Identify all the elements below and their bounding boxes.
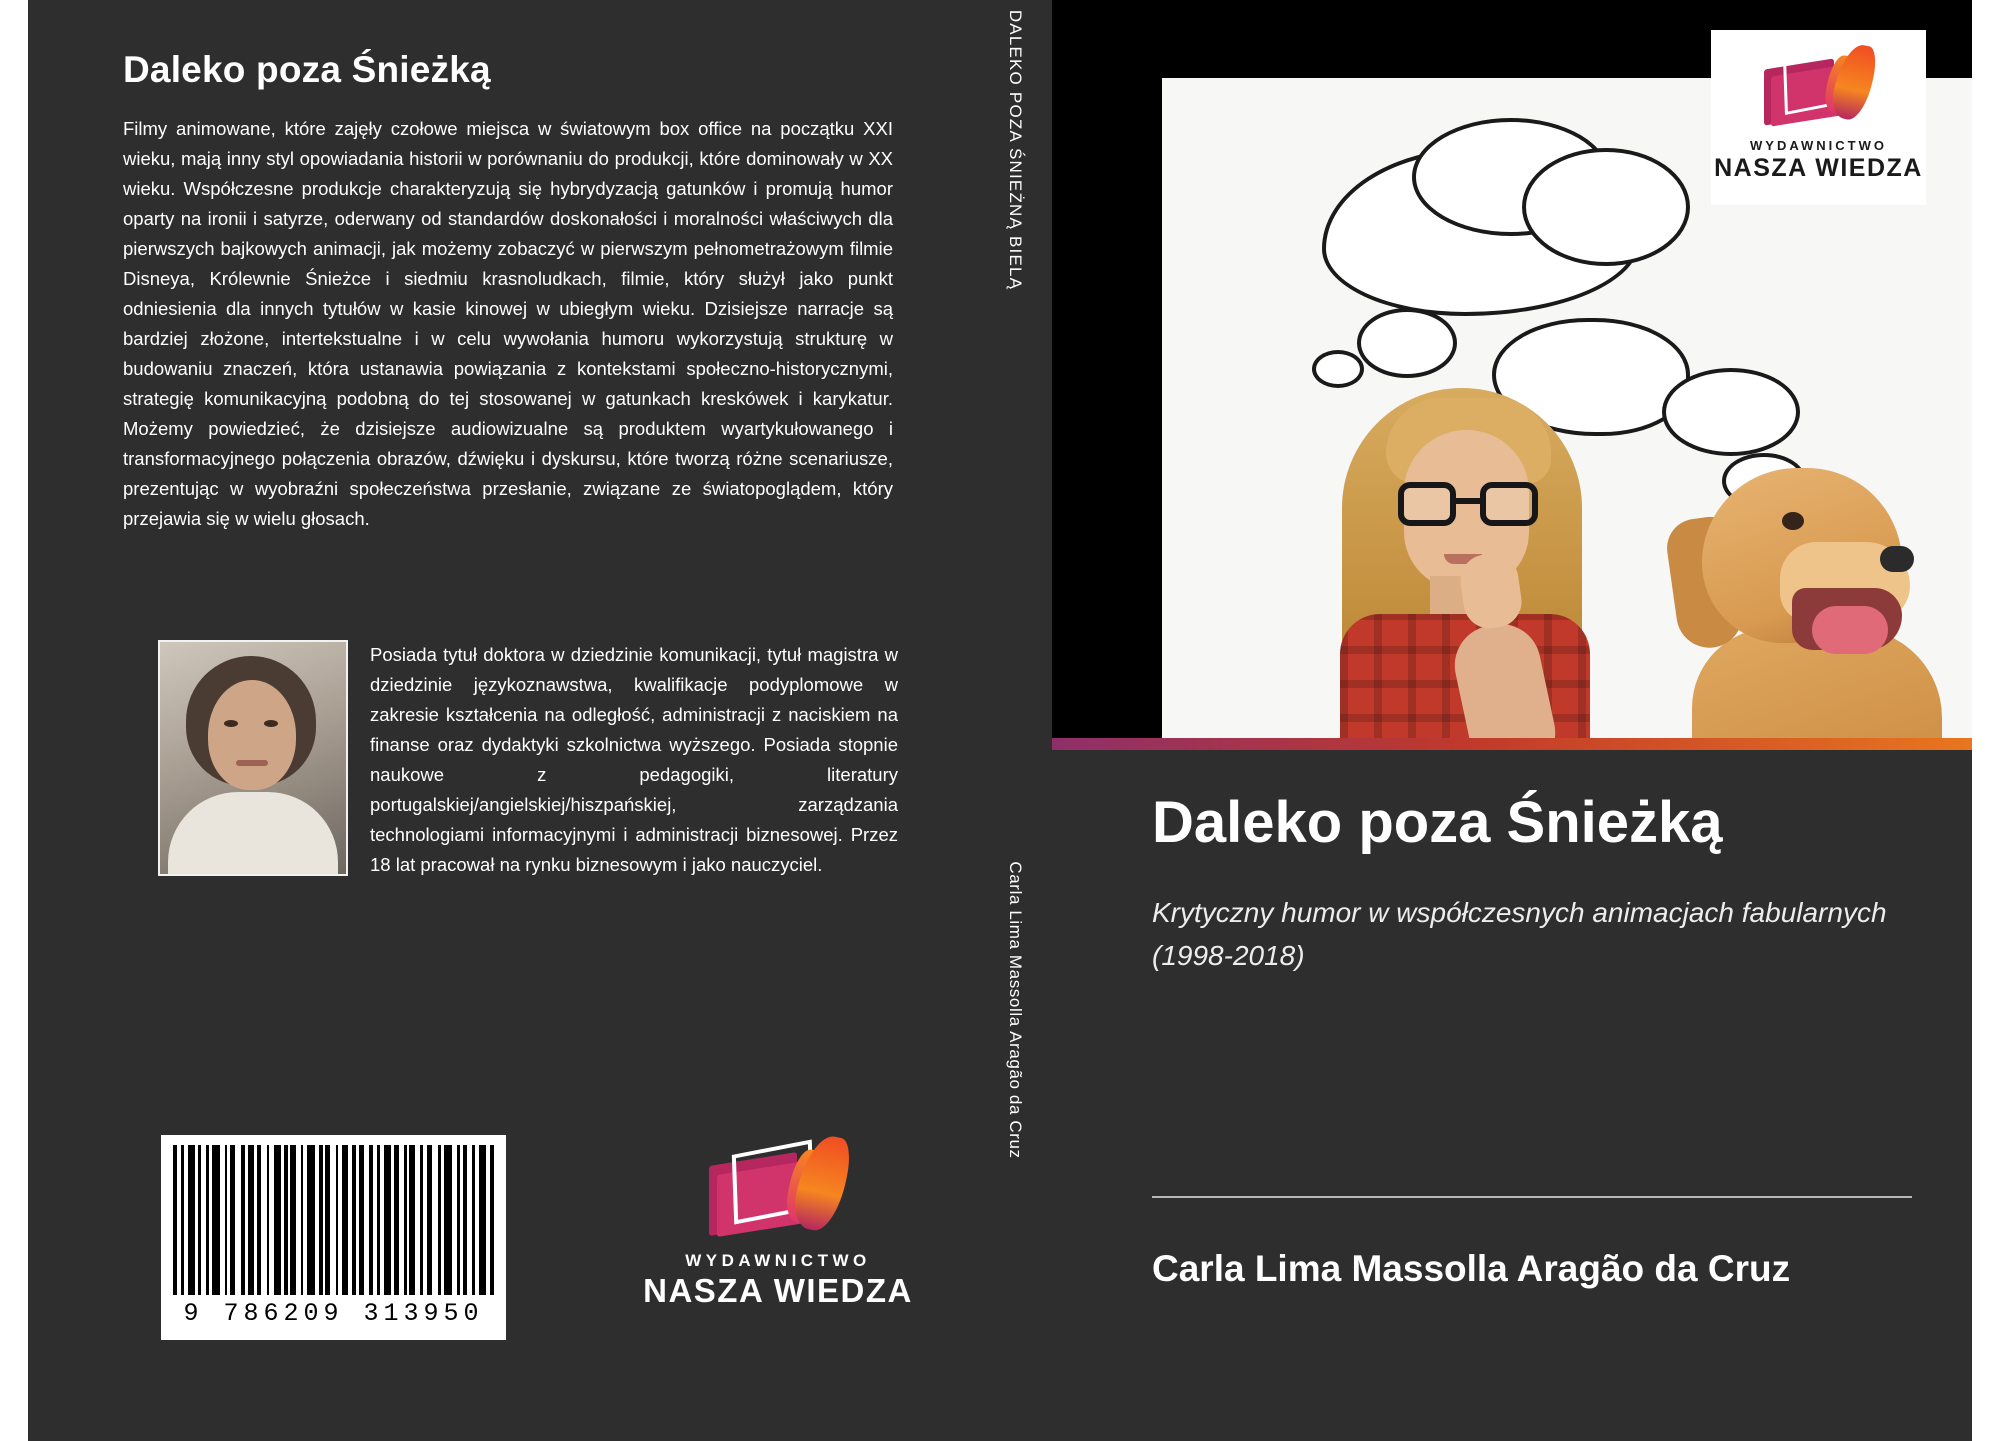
author-bio-text: Posiada tytuł doktora w dziedzinie komunikacji, tytuł magistra w dziedzinie językoznawstwa, kwalifikacje podyplomowe w zakresie kształcenia na odległość, administracji z naciskiem na finanse oraz dydaktyki szkolnictwa wyższego. Posiada stopnie naukowe z pedagogiki, literatury portugalskiej/angielskiej/hiszpańskiej, zarządzania technologiami informacyjnymi i administracji biznesowej. Przez 18 lat pracował na rynku biznesowym i jako nauczyciel. bbox=[370, 644, 898, 875]
front-text-block bbox=[1152, 790, 1912, 977]
spine-author: Carla Lima Massolla Aragão da Cruz bbox=[1006, 861, 1025, 1159]
barcode-bars bbox=[173, 1145, 494, 1295]
back-cover-title: Daleko poza Śnieżką bbox=[123, 49, 491, 90]
front-cover-rule bbox=[1152, 1196, 1912, 1198]
author-bio-block bbox=[158, 640, 898, 880]
accent-divider bbox=[1052, 738, 1972, 750]
back-cover-text-block bbox=[123, 48, 893, 534]
thought-bubble-large-right-icon bbox=[1522, 148, 1690, 266]
dog-illustration bbox=[1662, 438, 1962, 738]
back-cover bbox=[28, 0, 978, 1441]
publisher-line2: NASZA WIEDZA bbox=[643, 1272, 913, 1309]
publisher-flame-book-icon bbox=[1760, 44, 1878, 130]
cover-photo bbox=[1052, 0, 1972, 738]
publisher-flame-book-icon bbox=[703, 1135, 853, 1243]
publisher-line1: WYDAWNICTWO bbox=[1750, 138, 1887, 153]
book-spine bbox=[978, 0, 1052, 1441]
barcode-number: 9 786209 313950 bbox=[183, 1299, 484, 1328]
publisher-logo-front bbox=[1711, 30, 1926, 205]
front-cover-subtitle: Krytyczny humor w współczesnych animacjach fabularnych (1998-2018) bbox=[1152, 896, 1887, 972]
woman-illustration bbox=[1312, 378, 1642, 738]
spine-title: DALEKO POZA ŚNIEŻNĄ BIELĄ bbox=[1006, 9, 1025, 291]
barcode bbox=[161, 1135, 506, 1340]
publisher-logo-back bbox=[638, 1135, 918, 1310]
back-cover-blurb: Filmy animowane, które zajęły czołowe miejsca w światowym box office na początku XXI wieku, mają inny styl opowiadania historii w porównaniu do produkcji, które dominowały w XX wieku. Współczesne produkcje charakteryzują się hybrydyzacją gatunków i promują humor oparty na ironii i satyrze, oderwany od standardów doskonałości i moralności właściwych dla pierwszych bajkowych animacji, jak możemy zobaczyć w pierwszym pełnometrażowym filmie Disneya, Królewnie Śnieżce i siedmiu krasnoludkach, filmie, który służył jako punkt odniesienia dla innych tytułów w kasie kinowej w ubiegłym wieku. Dzisiejsze narracje są bardziej złożone, intertekstualne i w celu wywołania humoru wykorzystują strukturę w budowaniu znaczeń, która ustanawia powiązania z kontekstami społeczno-historycznymi, strategię komunikacyjną podobną do tej stosowanej w gatunkach kreskówek i karykatur. Możemy powiedzieć, że dzisiejsze audiowizualne są produktem wyartykułowanego i transformacyjnego połączenia obrazów, dźwięku i dyskursu, które tworzą różne scenariusze, prezentując w wyobraźni społeczeństwa przesłanie, związane ze światopoglądem, który przejawia się w wielu głosach. bbox=[123, 118, 893, 529]
author-portrait-photo bbox=[158, 640, 348, 876]
front-cover bbox=[1052, 0, 1972, 1441]
front-cover-author: Carla Lima Massolla Aragão da Cruz bbox=[1152, 1248, 1791, 1289]
publisher-line1: WYDAWNICTWO bbox=[685, 1251, 871, 1270]
publisher-line2: NASZA WIEDZA bbox=[1714, 154, 1923, 182]
thought-bubble-mini-icon bbox=[1357, 308, 1457, 378]
front-cover-title: Daleko poza Śnieżką bbox=[1152, 790, 1723, 855]
eyeglasses-icon bbox=[1398, 482, 1538, 526]
